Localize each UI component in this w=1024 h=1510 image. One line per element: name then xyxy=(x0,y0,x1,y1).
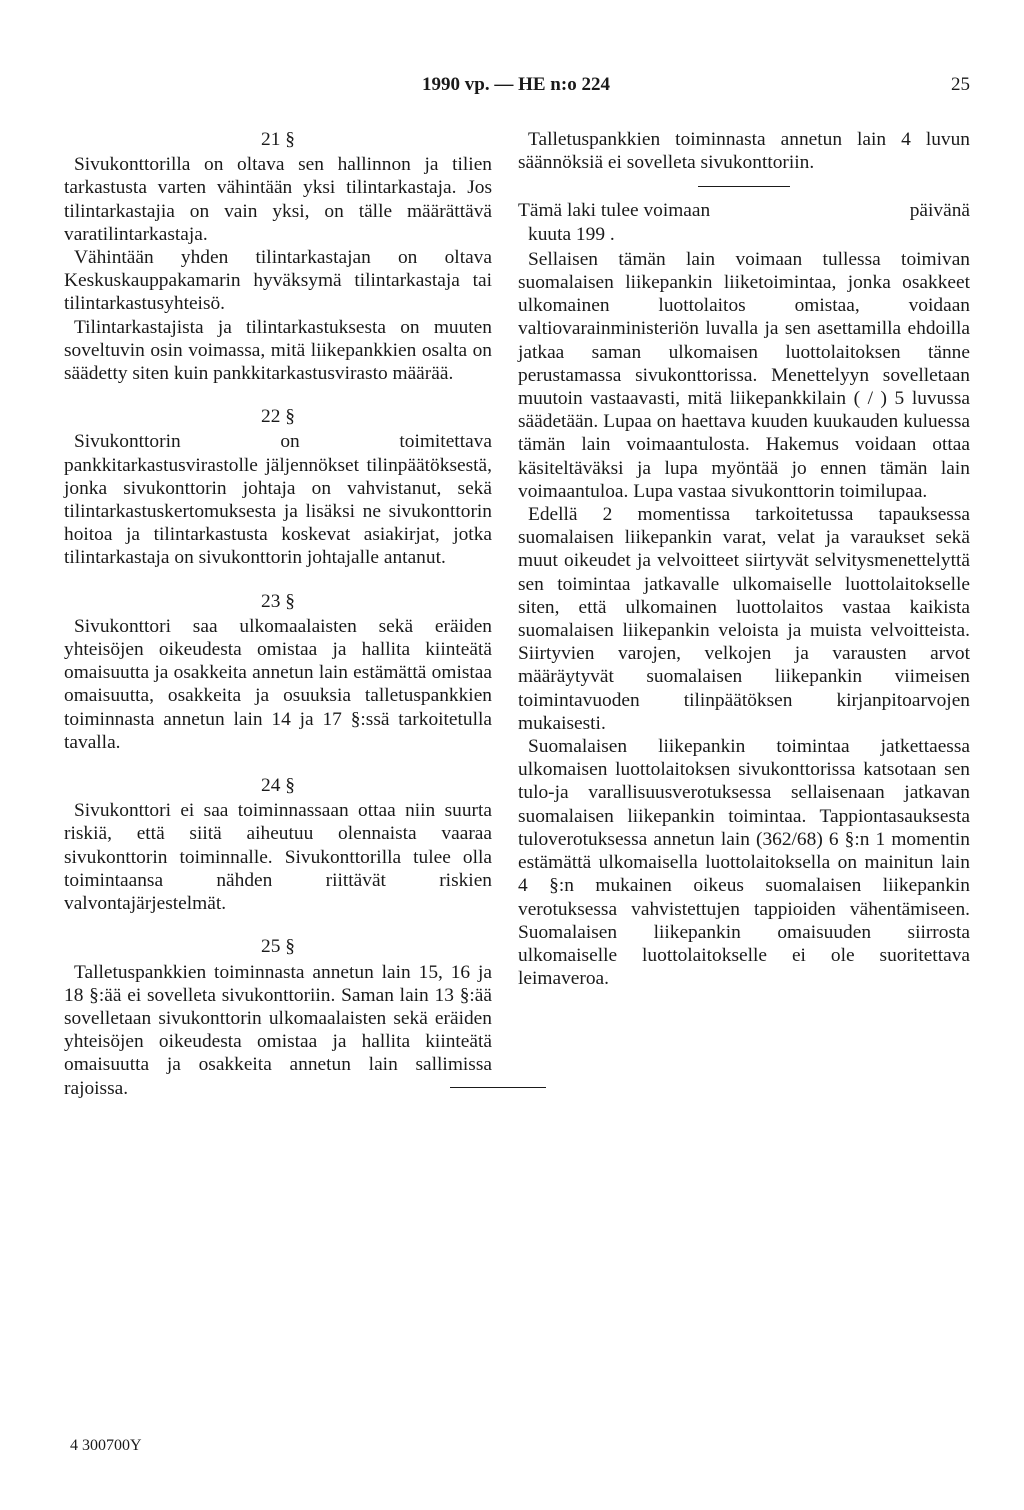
paragraph: Talletuspankkien toiminnasta annetun lain 15, 16 ja 18 §:ää ei sovelleta sivukonttoriin. Saman lain 13 §:ää sovelletaan sivukonttorin ulkomaalaisten sekä eräiden yhteisöjen oikeudesta omistaa ja hallita kiinteätä omaisuutta ja osakkeita annetun lain sallimissa rajoissa. xyxy=(64,961,492,1099)
paragraph: Sivukonttorin on toimitettava pankkitarkastusvirastolle jäljennökset tilinpäätöksestä, jonka sivukonttorin johtaja on vahvistanut, sekä tilintarkastuskertomuksesta ja lisäksi ne sivukonttorin hoitoa ja tilintarkastusta koskevat asiakirjat, jotka tilintarkastaja on sivukonttorin johtajalle antanut. xyxy=(64,431,492,569)
page-header xyxy=(62,74,970,104)
enactment-date-word: päivänä xyxy=(909,200,970,222)
enactment-month-year: kuuta 199 . xyxy=(528,223,615,245)
paragraph: Vähintään yhden tilintarkastajan on oltava Keskuskauppakamarin hyväksymä tilintarkastaja tai tilintarkastusyhteisö. xyxy=(64,247,492,315)
right-column xyxy=(518,128,970,990)
left-column xyxy=(64,128,492,1100)
print-code: 4 300700Y xyxy=(70,1437,142,1454)
paragraph: Edellä 2 momentissa tarkoitetussa tapauksessa suomalaisen liikepankin varat, velat ja varaukset sekä muut oikeudet ja velvoitteet siirtyvät selvitysmenettelyttä sen toimintaa jatkavalle ulkomaiselle luottolaitokselle siten, että ulkomainen luottolaitos vastaa kaikista suomalaisen liikepankin veloista ja muista velvoitteista. Siirtyvien varojen, velkojen ja varausten arvot määräytyvät suomalaisen liikepankin viimeisen toimintavuoden tilinpäätöksen kirjanpitoarvojen mukaisesti. xyxy=(518,504,970,734)
paragraph: Sivukonttori saa ulkomaalaisten sekä eräiden yhteisöjen oikeudesta omistaa ja hallita kiinteätä omaisuutta ja osakkeita annetun lain estämättä omistaa omaisuutta, osakkeita ja osuuksia talletuspankkien toiminnasta annetun lain 14 ja 17 §:ssä tarkoitetulla tavalla. xyxy=(64,615,492,753)
section-heading: 22 § xyxy=(261,406,295,428)
section-heading: 23 § xyxy=(261,590,295,612)
page-number: 25 xyxy=(951,74,970,95)
paragraph: Sivukonttori ei saa toiminnassaan ottaa niin suurta riskiä, että siitä aiheutuu olennaista vaaraa sivukonttorin toiminnalle. Sivukonttorilla tulee olla toimintaansa nähden riittävät riskien valvontajärjestelmät. xyxy=(64,800,492,915)
end-divider xyxy=(450,1087,546,1088)
paragraph: Tilintarkastajista ja tilintarkastuksesta on muuten soveltuvin osin voimassa, mitä liikepankkien osalta on säädetty siten kuin pankkitarkastusvirasto määrää. xyxy=(64,316,492,385)
section-divider xyxy=(698,186,790,187)
enactment-clause xyxy=(518,199,970,222)
header-title: 1990 vp. — HE n:o 224 xyxy=(422,74,610,95)
paragraph: Talletuspankkien toiminnasta annetun lain 4 luvun säännöksiä ei sovelleta sivukonttoriin. xyxy=(518,129,970,174)
paragraph: Sivukonttorilla on oltava sen hallinnon ja tilien tarkastusta varten vähintään yksi tilintarkastaja. Jos tilintarkastajia on vain yksi, on tälle määrättävä varatilintarkastaja. xyxy=(64,154,492,245)
paragraph: Suomalaisen liikepankin toimintaa jatkettaessa ulkomaisen luottolaitoksen sivukonttorissa katsotaan sen tulo-ja varallisuusverotuksessa sellaisenaan jatkavan suomalaisen liikepankin toimintaa. Tappiontasauksesta tuloverotuksessa annetun lain (362/68) 6 §:n 1 momentin estämättä ulkomaisella luottolaitoksella on mainitun lain 4 §:n mukainen oikeus suomalaisen liikepankin verotuksessa vahvistettujen tappioiden vähentämiseen. Suomalaisen liikepankin omaisuuden siirrosta ulkomaiselle luottolaitokselle ei ole suoritettava leimaveroa. xyxy=(518,736,970,990)
section-heading: 25 § xyxy=(261,936,295,958)
enactment-text: Tämä laki tulee voimaan xyxy=(518,200,711,222)
paragraph: Sellaisen tämän lain voimaan tullessa toimivan suomalaisen liikepankin liiketoimintaa, jonka osakkeet ulkomainen luottolaitos omistaa, voidaan valtiovarainministeriön luvalla ja sen asettamilla ehdoilla jatkaa saman ulkomaisen luottolaitoksen tänne perustamassa sivukonttorissa. Menettelyyn sovelletaan muutoin vastaavasti, mitä liikepankkilain ( / ) 5 luvussa säädetään. Lupaa on haettava kuuden kuukauden kuluessa tämän lain voimaantulosta. Hakemus voidaan ottaa käsiteltäväksi ja lupa myöntää jo ennen tämän lain voimaantuloa. Lupa vastaa sivukonttorin toimilupaa. xyxy=(518,248,970,502)
section-heading: 24 § xyxy=(261,775,295,797)
section-heading: 21 § xyxy=(261,129,295,150)
